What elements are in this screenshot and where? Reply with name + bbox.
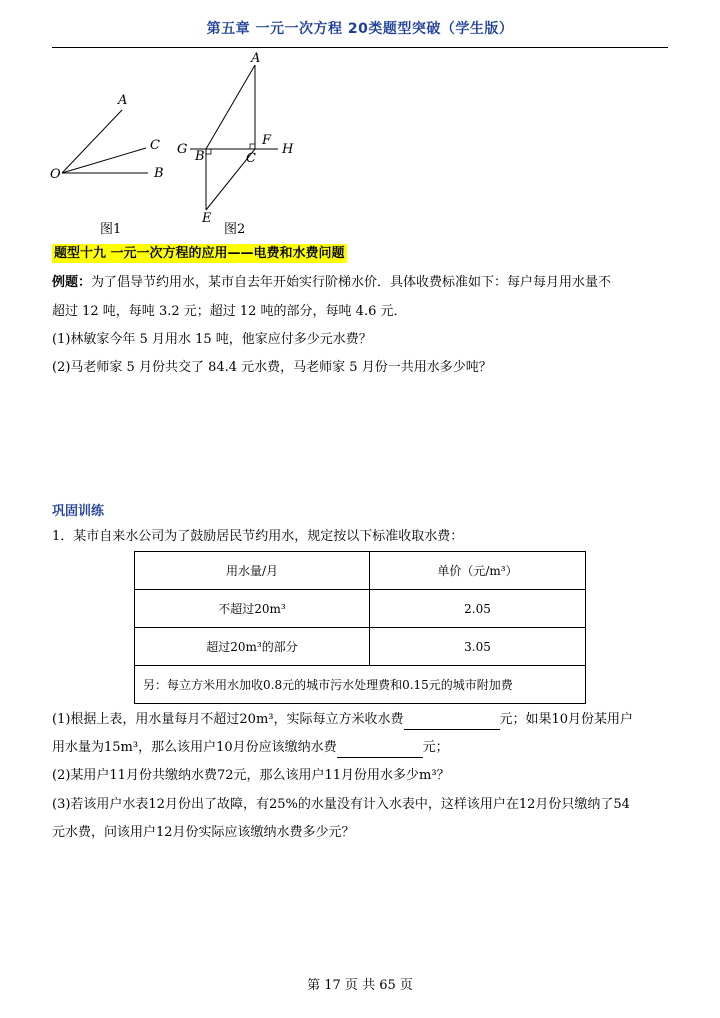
table-cell-price: 3.05 (370, 628, 586, 666)
example-line-1 (52, 273, 611, 293)
practice-title: 巩固训练 (52, 504, 105, 519)
table-row (135, 628, 586, 666)
water-rate-table (134, 551, 586, 704)
practice-question-2: (2)某用户11月份共缴纳水费72元，那么该用户11月份用水多少m³？ (52, 768, 450, 783)
fig2-label-a: A (251, 51, 261, 66)
example-line-2: 超过 12 吨，每吨 3.2 元；超过 12 吨的部分，每吨 4.6 元． (52, 304, 407, 319)
fig2-label-h: H (282, 142, 294, 157)
figure-1 (50, 93, 164, 237)
fig1-caption: 图1 (100, 222, 122, 237)
example-text-1: 为了倡导节约用水，某市自去年开始实行阶梯水价．具体收费标准如下：每户每月用水量不 (91, 275, 612, 290)
page-footer: 第 17 页 共 65 页 (307, 978, 413, 993)
example-label: 例题： (52, 275, 92, 290)
table-header-price: 单价（元/m³） (370, 552, 586, 590)
table-note: 另：每立方米用水加收0.8元的城市污水处理费和0.15元的城市附加费 (135, 666, 586, 704)
segment-ab (206, 65, 255, 149)
fig2-label-c: C (246, 151, 256, 166)
right-angle-b (206, 149, 211, 154)
answer-blank-2[interactable] (337, 743, 423, 758)
practice-question-1-line-1 (52, 710, 633, 730)
practice-question-3-line-2: 元水费，问该用户12月份实际应该缴纳水费多少元？ (52, 825, 355, 840)
example-question-1: (1)林敏家今年 5 月用水 15 吨，他家应付多少元水费？ (52, 332, 372, 347)
table-cell-price: 2.05 (370, 590, 586, 628)
answer-blank-1[interactable] (404, 715, 500, 730)
figures-svg (40, 50, 360, 240)
table-note-row (135, 666, 586, 704)
fig2-label-f: F (262, 133, 272, 148)
example-question-2: (2)马老师家 5 月份共交了 84.4 元水费，马老师家 5 月份一共用水多少吨？ (52, 360, 492, 375)
fig1-label-o: O (50, 167, 61, 182)
q1-text-b: 元；如果10月份某用户 (499, 712, 634, 727)
geometry-figures (40, 50, 360, 240)
fig2-label-e: E (202, 211, 212, 226)
practice-question-3-line-1: (3)若该用户水表12月份出了故障，有25%的水量没有计入水表中，这样该用户在12月份只缴纳了54 (52, 797, 630, 812)
q1-text-c: 用水量为15m³，那么该用户10月份应该缴纳水费 (52, 740, 337, 755)
table-cell-usage: 不超过20m³ (135, 590, 370, 628)
q1-text-d: 元； (422, 740, 449, 755)
practice-question-1-line-2 (52, 738, 449, 758)
q1-text-a: (1)根据上表，用水量每月不超过20m³，实际每立方米收水费 (52, 712, 404, 727)
fig2-caption: 图2 (224, 222, 246, 237)
section-title: 题型十九 一元一次方程的应用——电费和水费问题 (54, 246, 345, 261)
figure-2 (177, 51, 294, 237)
fig2-label-g: G (177, 142, 188, 157)
table-header-row (135, 552, 586, 590)
page-header-title: 第五章 一元一次方程 20类题型突破（学生版） (206, 21, 514, 37)
table-header-usage: 用水量/月 (135, 552, 370, 590)
table-row (135, 590, 586, 628)
fig1-label-a: A (118, 93, 128, 108)
right-angle-c (250, 144, 255, 149)
ray-oc (62, 148, 146, 173)
header-divider (52, 47, 668, 48)
fig1-label-b: B (154, 166, 164, 181)
fig2-label-b: B (195, 149, 205, 164)
table-cell-usage: 超过20m³的部分 (135, 628, 370, 666)
fig1-label-c: C (150, 138, 160, 153)
practice-intro: 1．某市自来水公司为了鼓励居民节约用水，规定按以下标准收取水费： (52, 529, 464, 544)
